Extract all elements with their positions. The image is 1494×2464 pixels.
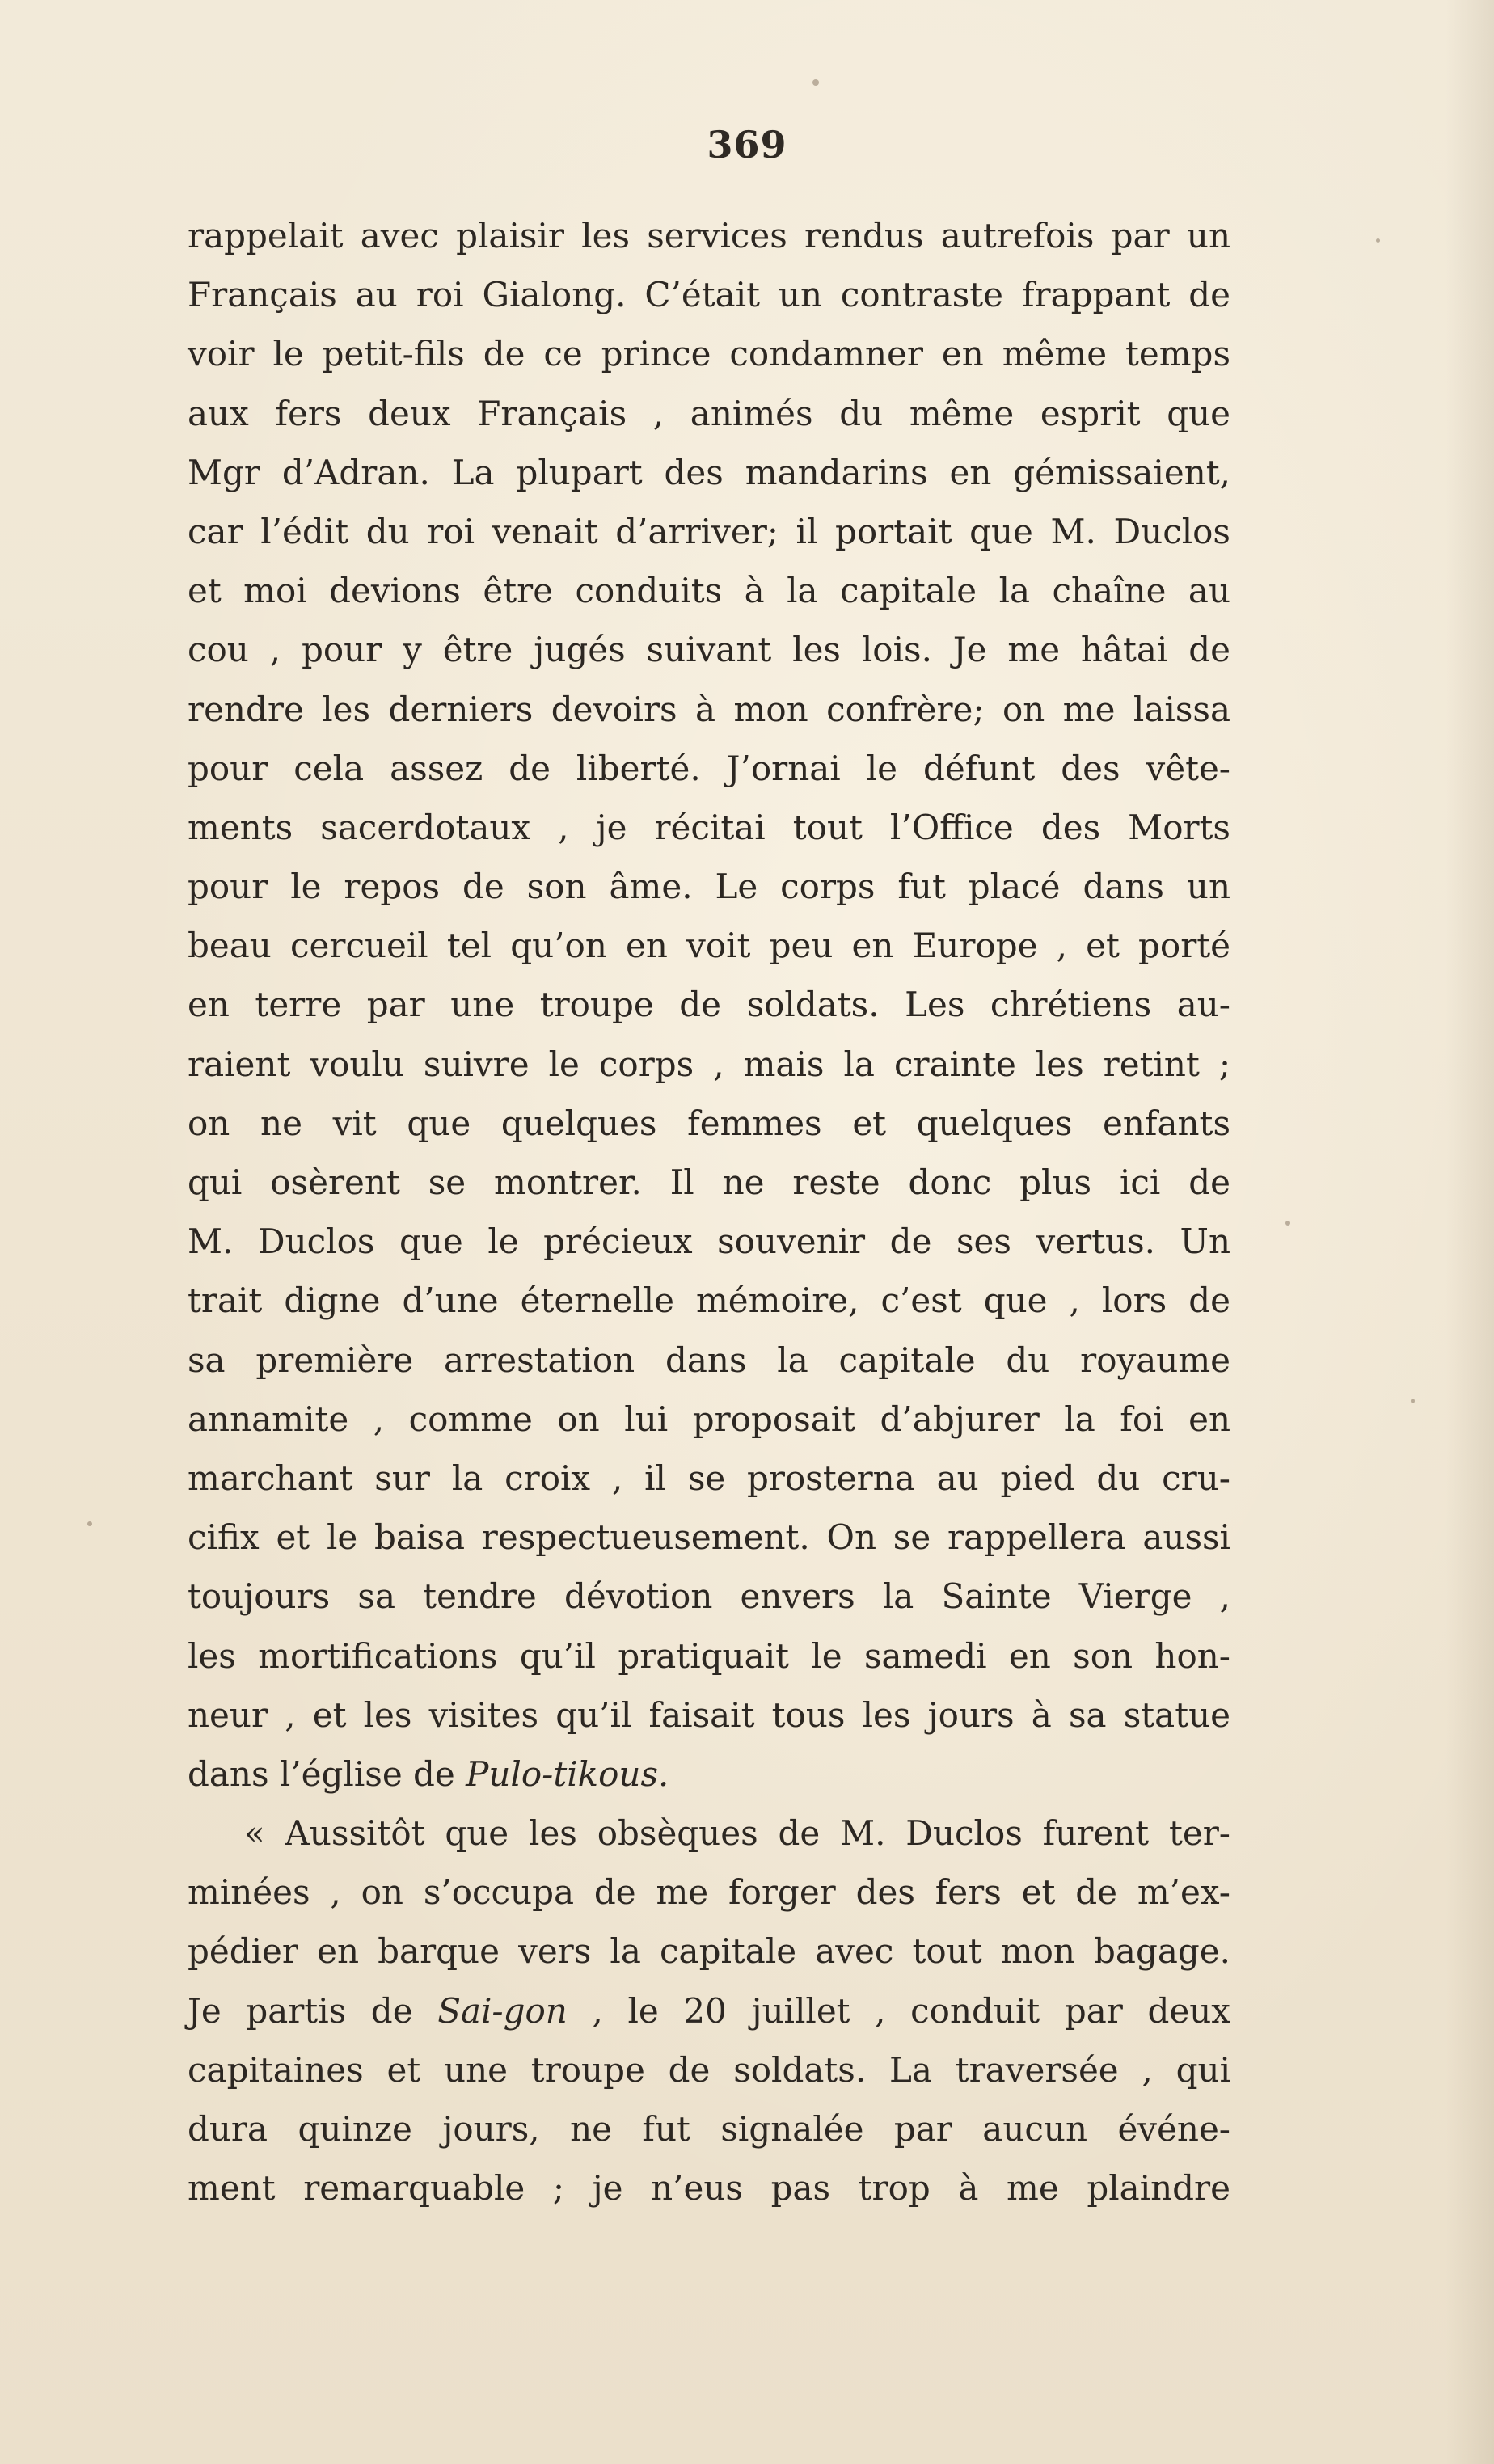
text-line: marchant sur la croix , il se prosterna au pied du cru- [188,1458,1230,1498]
text-run: dans l’église de [188,1753,466,1794]
text-line: capitaines et une troupe de soldats. La traversée , qui [188,2049,1230,2090]
text-line: car l’édit du roi venait d’arriver; il portait que M. Duclos [188,511,1230,551]
text-line: raient voulu suivre le corps , mais la crainte les retint ; [188,1044,1230,1084]
text-line: les mortifications qu’il pratiquait le samedi en son hon- [188,1635,1230,1676]
text-line: toujours sa tendre dévotion envers la Sainte Vierge , [188,1576,1230,1617]
text-run: , le 20 juillet , conduit par deux [567,1990,1230,2031]
text-line: en terre par une troupe de soldats. Les chrétiens au- [188,985,1230,1025]
text-line: cou , pour y être jugés suivant les lois. Je me hâtai de [188,630,1230,670]
text-line: Français au roi Gialong. C’était un contraste frappant de [188,275,1230,315]
text-line: neur , et les visites qu’il faisait tous les jours à sa statue [188,1694,1230,1735]
text-line: rendre les derniers devoirs à mon confrère; on me laissa [188,689,1230,729]
text-line: beau cercueil tel qu’on en voit peu en Europe , et porté [188,926,1230,966]
ink-speck [812,79,819,86]
text-run: Je partis de [188,1990,438,2031]
text-line: pour le repos de son âme. Le corps fut placé dans un [188,867,1230,907]
text-line: ment remarquable ; je n’eus pas trop à me plaindre [188,2168,1230,2209]
text-line: annamite , comme on lui proposait d’abjurer la foi en [188,1399,1230,1439]
text-line: Mgr d’Adran. La plupart des mandarins en gémissaient, [188,452,1230,492]
text-line: qui osèrent se montrer. Il ne reste donc plus ici de [188,1162,1230,1202]
text-line: ments sacerdotaux , je récitai tout l’Office des Morts [188,807,1230,847]
text-line: trait digne d’une éternelle mémoire, c’est que , lors de [188,1281,1230,1321]
text-line: pour cela assez de liberté. J’ornai le défunt des vête- [188,748,1230,788]
body-text [188,206,1230,2217]
page-number: 369 [707,123,787,167]
ink-speck [1411,1399,1415,1403]
text-line: voir le petit-fils de ce prince condamner en même temps [188,334,1230,374]
text-line-paragraph-start: « Aussitôt que les obsèques de M. Duclos furent ter- [244,1813,1230,1854]
ink-speck [1285,1221,1290,1226]
text-line: et moi devions être conduits à la capitale la chaîne au [188,571,1230,611]
page-edge-shadow [1445,0,1494,2464]
place-name-italic: Sai-gon [437,1990,568,2031]
text-line: pédier en barque vers la capitale avec tout mon bagage. [188,1931,1230,1972]
text-line: M. Duclos que le précieux souvenir de ses vertus. Un [188,1221,1230,1262]
text-line: on ne vit que quelques femmes et quelques enfants [188,1103,1230,1143]
ink-speck [1376,238,1380,243]
text-line [188,1981,1230,2040]
place-name-italic: Pulo-tikous. [466,1753,669,1794]
text-line: aux fers deux Français , animés du même esprit que [188,393,1230,433]
ink-speck [87,1521,92,1526]
text-line: cifix et le baisa respectueusement. On se rappellera aussi [188,1517,1230,1558]
text-line: sa première arrestation dans la capitale du royaume [188,1340,1230,1380]
text-line-paragraph-end [188,1745,1230,1804]
text-line: dura quinze jours, ne fut signalée par aucun événe- [188,2109,1230,2149]
text-line: rappelait avec plaisir les services rendus autrefois par un [188,216,1230,255]
text-line: minées , on s’occupa de me forger des fers et de m’ex- [188,1872,1230,1913]
